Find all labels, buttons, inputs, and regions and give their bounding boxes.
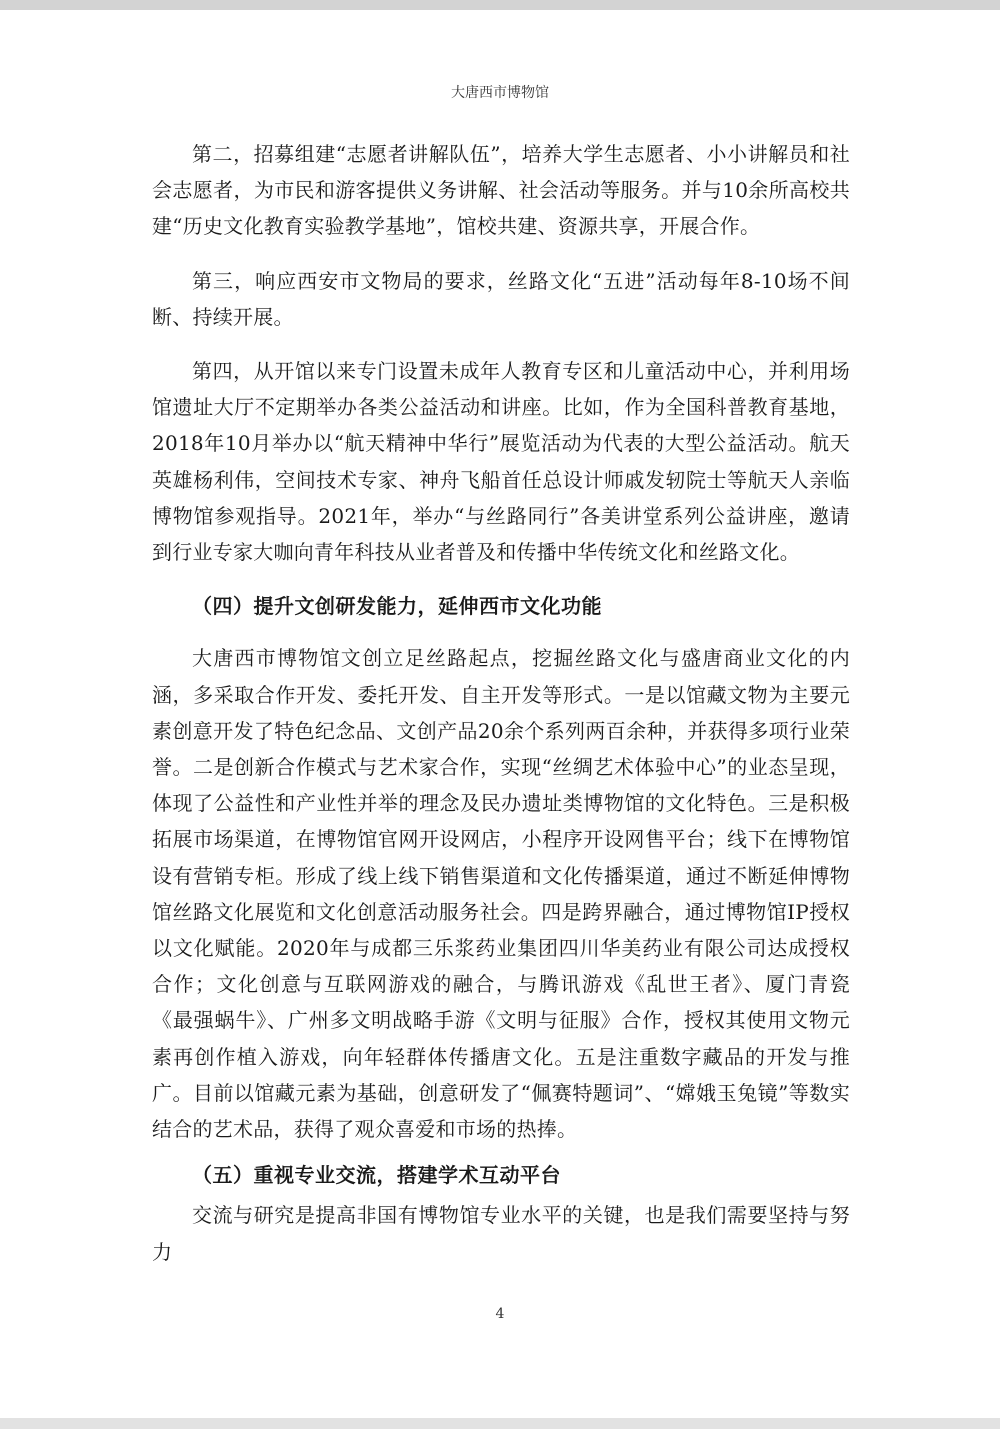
viewer-top-bar (0, 0, 1000, 10)
paragraph-five-entries: 第三，响应西安市文物局的要求，丝路文化“五进”活动每年8-10场不间断、持续开展。 (152, 268, 850, 329)
viewer-bottom-bar (0, 1418, 1000, 1429)
page-number: 4 (495, 1306, 505, 1322)
paragraph-youth-education: 第四，从开馆以来专门设置未成年人教育专区和儿童活动中心，并利用场馆遗址大厅不定期举办各类公益活动和讲座。比如，作为全国科普教育基地，2018年10月举办以“航天精神中华行”展览活动为代表的大型公益活动。航天英雄杨利伟，空间技术专家、神舟飞船首任总设计师戚发轫院士等航天人亲临博物馆参观指导。2021年，举办“与丝路同行”各美讲堂系列公益讲座，邀请到行业专家大咖向青年科技从业者普及和传播中华传统文化和丝路文化。 (152, 359, 850, 565)
paragraph-cultural-creative: 大唐西市博物馆文创立足丝路起点，挖掘丝路文化与盛唐商业文化的内涵，多采取合作开发、委托开发、自主开发等形式。一是以馆藏文物为主要元素创意开发了特色纪念品、文创产品20余个系列两百余种，并获得多项行业荣誉。二是创新合作模式与艺术家合作，实现“丝绸艺术体验中心”的业态呈现，体现了公益性和产业性并举的理念及民办遗址类博物馆的文化特色。三是积极拓展市场渠道，在博物馆官网开设网店，小程序开设网售平台；线下在博物馆设有营销专柜。形成了线上线下销售渠道和文化传播渠道，通过不断延伸博物馆丝路文化展览和文化创意活动服务社会。四是跨界融合，通过博物馆IP授权以文化赋能。2020年与成都三乐浆药业集团四川华美药业有限公司达成授权合作；文化创意与互联网游戏的融合，与腾讯游戏《乱世王者》、厦门青瓷《最强蜗牛》、广州多文明战略手游《文明与征服》合作，授权其使用文物元素再创作植入游戏，向年轻群体传播唐文化。五是注重数字藏品的开发与推广。目前以馆藏元素为基础，创意研发了“佩赛特题词”、“嫦娥玉兔镜”等数实结合的艺术品，获得了观众喜爱和市场的热捧。 (152, 646, 850, 1142)
paragraph-volunteers: 第二，招募组建“志愿者讲解队伍”，培养大学生志愿者、小小讲解员和社会志愿者，为市民和游客提供义务讲解、社会活动等服务。并与10余所高校共建“历史文化教育实验教学基地”，馆校共建、资源共享，开展合作。 (152, 142, 850, 239)
document-body (152, 136, 850, 1288)
section-heading-4: （四）提升文创研发能力，延伸西市文化功能 (192, 594, 602, 619)
page-header: 大唐西市博物馆 (451, 85, 549, 101)
paragraph-exchange-research: 交流与研究是提高非国有博物馆专业水平的关键，也是我们需要坚持与努力 (152, 1203, 850, 1264)
document-page (0, 10, 1000, 1418)
section-heading-5: （五）重视专业交流，搭建学术互动平台 (192, 1163, 561, 1188)
